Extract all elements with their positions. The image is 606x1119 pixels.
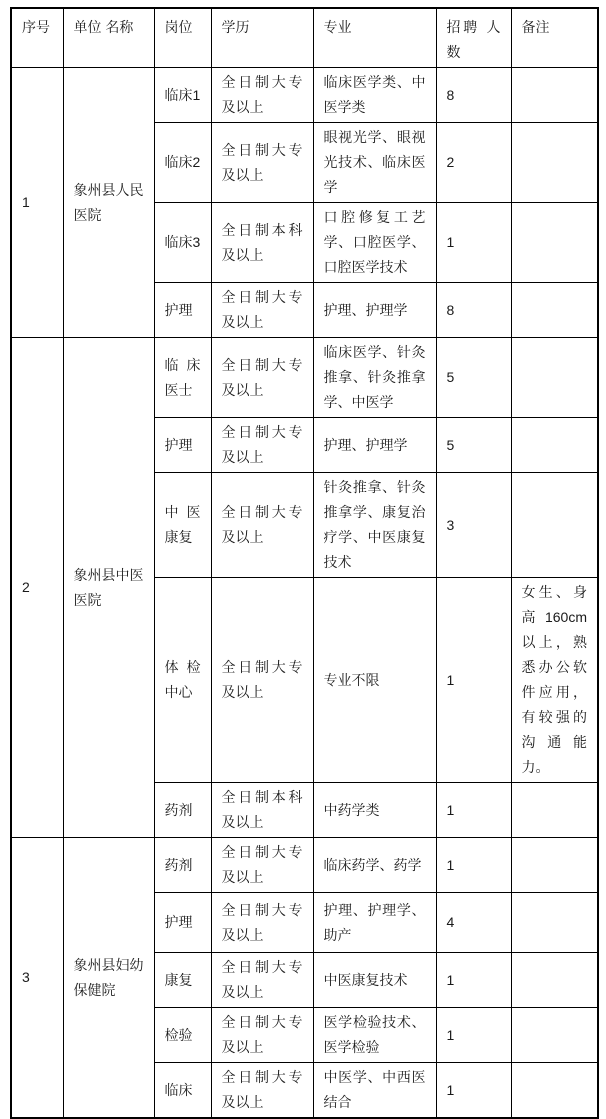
cell-major: 中医康复技术 [313,953,436,1008]
header-unit-name: 单位 名称 [63,8,154,68]
cell-education: 全日制大专及以上 [211,1008,313,1063]
cell-position: 中医 康复 [154,473,211,578]
cell-education: 全日制大专及以上 [211,283,313,338]
cell-education: 全日制大专及以上 [211,1063,313,1119]
cell-education: 全日制本科及以上 [211,783,313,838]
cell-position: 临床3 [154,203,211,283]
cell-position: 临床 医士 [154,338,211,418]
cell-position: 护理 [154,283,211,338]
cell-note [511,838,598,893]
cell-major: 护理、护理学 [313,418,436,473]
cell-education: 全日制大专及以上 [211,123,313,203]
cell-position: 临床2 [154,123,211,203]
cell-note [511,283,598,338]
cell-position: 体检 中心 [154,578,211,783]
header-major: 专业 [313,8,436,68]
cell-recruit-count: 1 [436,578,511,783]
cell-recruit-count: 1 [436,953,511,1008]
cell-education: 全日制大专及以上 [211,953,313,1008]
table-row [11,838,598,893]
cell-note [511,338,598,418]
table-body [11,68,598,1119]
cell-major: 护理、护理学 [313,283,436,338]
cell-serial-no: 2 [11,338,63,838]
cell-major: 护理、护理学、助产 [313,893,436,953]
cell-education: 全日制大专及以上 [211,473,313,578]
cell-education: 全日制大专及以上 [211,338,313,418]
cell-note [511,1008,598,1063]
cell-major: 口腔修复工艺学、口腔医学、口腔医学技术 [313,203,436,283]
cell-position: 药剂 [154,783,211,838]
cell-recruit-count: 5 [436,338,511,418]
cell-note: 女生、身高 160cm 以上，熟悉办公软件应用，有较强的沟通能力。 [511,578,598,783]
cell-recruit-count: 8 [436,68,511,123]
cell-recruit-count: 1 [436,1063,511,1119]
cell-note [511,473,598,578]
table-row [11,68,598,123]
cell-education: 全日制大专及以上 [211,838,313,893]
cell-note [511,68,598,123]
cell-education: 全日制大专及以上 [211,68,313,123]
cell-major: 专业不限 [313,578,436,783]
cell-recruit-count: 1 [436,838,511,893]
table-header [11,8,598,68]
cell-major: 临床药学、药学 [313,838,436,893]
cell-position: 临床1 [154,68,211,123]
cell-recruit-count: 3 [436,473,511,578]
cell-note [511,893,598,953]
header-education: 学历 [211,8,313,68]
cell-note [511,783,598,838]
cell-recruit-count: 5 [436,418,511,473]
header-row [11,8,598,68]
cell-position: 检验 [154,1008,211,1063]
cell-recruit-count: 1 [436,783,511,838]
cell-major: 中医学、中西医结合 [313,1063,436,1119]
cell-position: 护理 [154,893,211,953]
cell-note [511,203,598,283]
cell-major: 医学检验技术、医学检验 [313,1008,436,1063]
cell-note [511,418,598,473]
cell-education: 全日制大专及以上 [211,418,313,473]
cell-education: 全日制大专及以上 [211,578,313,783]
cell-major: 眼视光学、眼视光技术、临床医学 [313,123,436,203]
cell-serial-no: 1 [11,68,63,338]
cell-position: 临床 [154,1063,211,1119]
cell-education: 全日制本科及以上 [211,203,313,283]
cell-position: 药剂 [154,838,211,893]
header-note: 备注 [511,8,598,68]
cell-unit-name: 象州县中医医院 [63,338,154,838]
cell-recruit-count: 4 [436,893,511,953]
cell-position: 护理 [154,418,211,473]
cell-major: 针灸推拿、针灸推拿学、康复治疗学、中医康复技术 [313,473,436,578]
cell-recruit-count: 1 [436,203,511,283]
header-recruit-count: 招聘 人数 [436,8,511,68]
cell-note [511,953,598,1008]
cell-major: 临床医学、针灸推拿、针灸推拿学、中医学 [313,338,436,418]
cell-recruit-count: 1 [436,1008,511,1063]
cell-recruit-count: 8 [436,283,511,338]
cell-serial-no: 3 [11,838,63,1119]
cell-unit-name: 象州县人民医院 [63,68,154,338]
header-position: 岗位 [154,8,211,68]
recruitment-table [10,7,599,1119]
cell-position: 康复 [154,953,211,1008]
cell-recruit-count: 2 [436,123,511,203]
cell-note [511,1063,598,1119]
cell-note [511,123,598,203]
header-serial-no: 序号 [11,8,63,68]
cell-major: 中药学类 [313,783,436,838]
cell-education: 全日制大专及以上 [211,893,313,953]
cell-major: 临床医学类、中医学类 [313,68,436,123]
cell-unit-name: 象州县妇幼保健院 [63,838,154,1119]
table-row [11,338,598,418]
